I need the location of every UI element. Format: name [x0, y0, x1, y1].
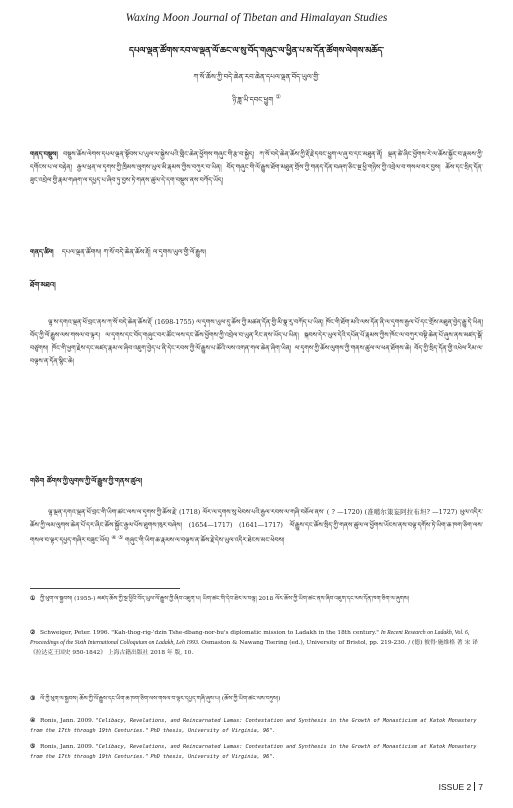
footnote-2-text: Schweiger, Peter. 1996. "Kah-thog-rig-'dzin Tshe-dbang-nor-bu's diplomatic mission to Ladakh in the 18th century."	[40, 630, 379, 636]
footnote-3	[30, 694, 483, 714]
footnote-4	[30, 716, 483, 740]
affiliation-text: ཉི་ཟླ་ཡི་དབང་ཕྱུག	[232, 96, 274, 104]
footnote-4-text: Ronis, Jann. 2009.	[40, 718, 94, 724]
sec1-dates-3: (1654—1717)	[188, 521, 233, 529]
article-title: དཔལ་ལྡན་ཚོགས་རབ་ལ་ལྡན་ལོ་ཆང་ལ་སུ་བོད་གཞུང་ལ་ཕྱིན་པ་མ་དོན་ཚོགས་ལེགས་མཆོད་	[129, 46, 384, 56]
intro-text-2: ལ་དྭགས་ཡུལ་དུ་ཆོས་ཀྱི་མཚན་དོན་གྱི་མི་སྣ་རུ་བཀོད་པ་ཡིན། ཁོང་གི་ཐོག་མའི་ལས་དོན་ནི་ལ་དྭགས་རྒྱལ་པོ་དང་གྲོས་མཐུན་བྱེད་རྒྱུ་དེ་ཡིན། བོད་ཀྱི་ལོ་རྒྱུས་ལས་གསལ་བ་ལྟར། ལ་དྭགས་དང་བོད་གཞུང་བར་ཚོང་ལས་དང་ཆོས་ཕྱོགས་ཀྱི་འབྲེལ་བ་ཡུན་རིང་ནས་ཡོད་པ་ཡིན། སྐབས་དེར་ཡུལ་དེའི་དཔོན་པོ་རྣམས་ཀྱིས་ཁོང་ལ་བཀུར་བསྟི་ཆེན་པོ་ཞུས་ནས་མཛད་སྒོ་བཙུགས། ཁོང་གི་ཕྱག་རྗེས་དང་མཛད་རྣམ་ལ་ཞིབ་འཇུག་བྱེད་པ་ནི་དེང་རབས་ཀྱི་ལོ་རྒྱུས་པ་ཚོའི་ལས་འགན་གལ་ཆེན་ཞིག་ཡིན། ལ་དྭགས་ཀྱི་ཆོས་ལུགས་ཀྱི་གནས་ཚུལ་ལ་ཕན་ཐོགས་ཆེ། བོད་ཀྱི་སྲིད་དོན་གྱི་འཕེལ་རིམ་ལ་བལྟས་ན་དོན་སྙིང་ཆེ།	[30, 318, 483, 365]
page-footer	[439, 782, 483, 792]
footnote-2-number: ②	[30, 630, 36, 636]
section-1-paragraph	[30, 506, 483, 570]
footnote-2-italic: In Recent Research on Ladakh, Vol. 6, Proceedings of the Sixth International Colloquium on Ladakh, Leh 1993.	[30, 630, 470, 646]
abstract-label: གནད་བསྡུས།	[30, 150, 58, 158]
abstract	[30, 148, 483, 228]
footnote-5-italic: "Celibacy, Revelations, and Reincarnated Lamas: Contestation and Synthesis in the Growth of Monasticism at Katok Monastery from the 17th through 19th Centuries."	[30, 744, 477, 760]
sec1-dates-4: (1641—1717)	[239, 521, 283, 529]
footnote-5-text: Ronis, Jann. 2009.	[40, 744, 94, 750]
sec1-text-5: གཞུང་གི་ཡིག་ཆ་རྣམས་ལ་བལྟས་ན་ཆོས་རྗེ་དེས་ཡུལ་འདིར་ཐེངས་མང་ཕེབས།	[125, 536, 285, 545]
article-authors: ཀ་སོ་ཆོས་ཀྱི་བདེ་ཆེན་རབ་ཆེན་དཔལ་ལྡན་བོད་ཡུལ་གྱི་	[193, 73, 320, 81]
abstract-text: བསྡུས་ཆོས་ལེགས་དཔལ་ལྡན་སྟོབས་པ་ཡུལ་ལ་སྐྱེས་པའི་གླིང་ཆེན་ཕྱོགས་གཞུང་གི་རྩ་བ་སྐྱེད། ཀ་སོ་བདེ་ཆེན་ཆོས་ཀྱི་རྡོ་རྗེ་དབང་ཕྱུག་ལ་ཞུ་བ་དང་མཐུན་ནོ། ལྡན་ཚེ་ཞིང་ཕྱོགས་རེ་ལ་ཆོས་སྐྱོང་བ་རྣམས་ཀྱི་དགོངས་པ་ལ་བརྟེན། རྒྱལ་ཕྲན་ལ་དྭགས་ཀྱི་ཁྲིམས་ལུགས་ཡུལ་མི་རྣམས་ཀྱིས་བཀུར་བ་ཡིན། བོད་གཞུང་གི་ལོ་རྒྱུས་ཐོག་མཐུན་གྲོས་ཀྱི་གནད་དོན་བཞག་ཅིང་སྔ་ཕྱི་གཉིས་ཀྱི་འབྲེལ་བ་གསལ་བར་བྱས། ཆོས་དང་སྲིད་དོན་ཟུང་འབྲེལ་གྱི་རྣམ་གཞག་ལ་དཔྱད་པ་ཞིབ་ཏུ་བྱས་ཏེ་གནས་ཚུལ་དེ་དག་བསྡུས་ནས་བཀོད་ཡོད།	[30, 150, 483, 184]
footnote-1	[30, 594, 483, 622]
article-affiliation	[40, 93, 473, 112]
keywords-label: གནད་ཚིག	[30, 248, 54, 256]
journal-title: Waxing Moon Journal of Tibetan and Himalayan Studies	[125, 12, 388, 24]
intro-text-1: ལྷ་ས་དགའ་ལྡན་ཕོ་བྲང་ནས་ཀ་སོ་བདེ་ཆེན་ཆོས་རྡོ་	[48, 318, 153, 326]
keywords	[30, 244, 483, 263]
footnote-1-number: ①	[30, 596, 36, 602]
intro-paragraph	[30, 316, 483, 462]
sec1-text-1: ལྷ་ལྡན་དགའ་ལྡན་ཕོ་བྲང་གི་ཡིག་ཚང་ལས་ལ་དྭགས་ཀྱི་ཆོས་རྗེ་	[48, 508, 177, 516]
footnote-5-tail: PhD thesis, University of Virginia, 96".	[150, 754, 276, 760]
footnote-1-text: ཀྱི་ཕུག་ལ་སྐྱབས། (1955-) མཛད་ཆོས་ཀྱི་སྔ་ཕྱིའི་བོད་ཡུལ་ལོ་རྒྱུས་ཀྱི་ཞིབ་འཇུག་པ། ཡིག་ཚང་གི་དེབ་ཐེར་ལ་བལྟ། 2018 ལོར་ཆོས་ཀྱི་ཡིག་ཚང་ནས་ཞིབ་འཇུག་དང་ལས་དོན་ཁག་ཅིག་ལ་ཞུགས།	[40, 596, 409, 602]
sec1-chinese: (准噶尔策妄阿拉布坦? —1727)	[364, 508, 458, 516]
footnote-4-number: ④	[30, 718, 36, 724]
footnote-3-number: ③	[30, 696, 36, 702]
footnote-3-text: ལོ་ཀྱི་ཕུག་ལ་སྐྱབས། ཆོས་ཀྱི་ལོ་རྒྱུས་དང་ཡིག་ཆ་ཁག་ཅིག་ལས་གསལ་བ་ལྟར་དཔྱད་གཞི་ཞུས་པ། (ཆོས་ཀྱི་ཡིག་ཚང་ལས་བཏུས།)	[40, 696, 281, 702]
footnote-2	[30, 628, 483, 684]
intro-heading: ཐོག་མཐའ།	[30, 280, 56, 289]
section-1-heading: གཅིག ཚོགས་ཀྱི་ལུགས་ཀྱི་ལོ་རྒྱུས་ཀྱི་གནས་ཚུལ།	[30, 476, 143, 485]
sec1-text-2: ལོར་ལ་དྭགས་སུ་ཕེབས་པའི་རྒྱལ་རབས་ལ་གཞི་བཅོལ་ནས་	[202, 508, 325, 516]
footnote-marker-5[interactable]: ⑤	[118, 535, 123, 541]
sec1-dates-1: (1718)	[179, 508, 201, 516]
footnote-divider	[30, 588, 180, 589]
footer-separator	[474, 782, 475, 791]
intro-dates: (1698-1755)	[154, 318, 195, 326]
page-number: 7	[478, 782, 483, 792]
footnote-5	[30, 742, 483, 766]
footnote-4-italic: "Celibacy, Revelations, and Reincarnated Lamas: Contestation and Synthesis in the Growth of Monasticism at Katok Monastery from the 17th through 19th Centuries."	[30, 718, 477, 734]
footnote-2-tail: Osmaston & Nawang Tsering (ed.), University of Bristol, pp. 219-230. / (德) 彼得·施维格 著 宋 译《拉达克王国史 950-1842》 上海古籍出版社 2018 年 版, 10.	[30, 640, 478, 656]
footnote-5-number: ⑤	[30, 744, 36, 750]
footnote-4-tail: PhD thesis, University of Virginia, 96".	[150, 728, 276, 734]
footnote-marker-4[interactable]: ④	[111, 535, 117, 541]
sec1-dates-2: ( ? —1720)	[326, 508, 363, 516]
footnote-marker-1[interactable]: ①	[275, 94, 281, 101]
sec1-text-3: ཡུལ་འདིར་ཆོས་ཀྱི་ལམ་ལུགས་ཆེན་པོ་དར་ཞིང་ཆོས་སྐྱོང་རྒྱལ་པོས་ཐུགས་ཁུར་བཞེས།	[30, 508, 483, 529]
sec1-text-4: ལོ་རྒྱུས་དང་ཆོས་སྲིད་ཀྱི་གནས་ཚུལ་ལ་ཕྱོགས་ཡོངས་ནས་བལྟ་དགོས་ཏེ་ཡིག་ཆ་ཁག་ཅིག་ལས་གསལ་བ་ལྟར་དཔྱད་གཞིར་བཟུང་ཡོད།	[30, 521, 483, 545]
keywords-text: དཔལ་ལྡན་ཚོགས། ཀ་སོ་བདེ་ཆེན་ཆོས་རྡོ། ལ་དྭགས་ཡུལ་གྱི་ལོ་རྒྱུས།	[61, 248, 206, 256]
issue-label: ISSUE 2	[438, 782, 472, 792]
